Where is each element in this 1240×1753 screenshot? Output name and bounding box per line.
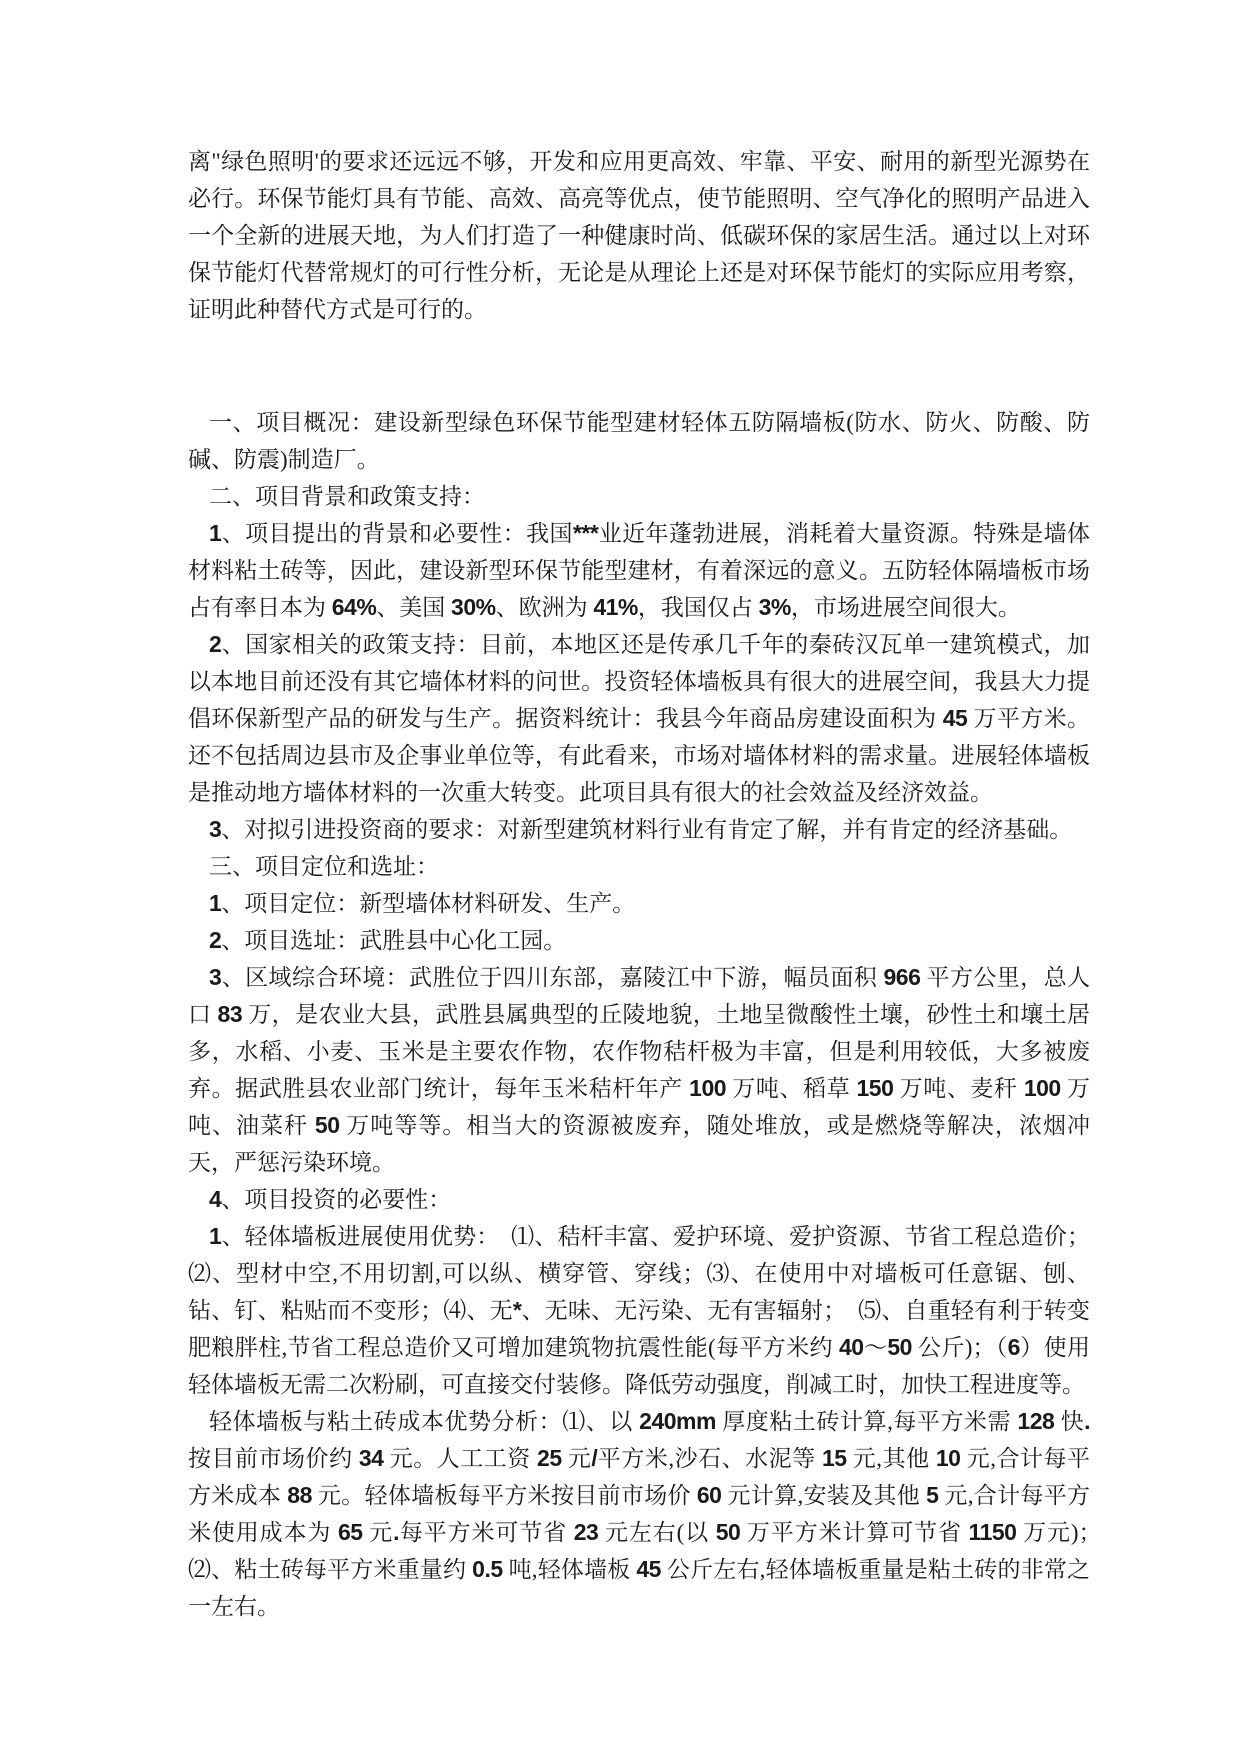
- section-3-item-1-positioning: 1、项目定位：新型墙体材料研发、生产。: [209, 890, 636, 916]
- section-2-item-3-investor-requirements: 3、对拟引进投资商的要求：对新型建筑材料行业有肯定了解，并有肯定的经济基础。: [209, 816, 1073, 842]
- section-3-item-4-investment-necessity: 4、项目投资的必要性：: [209, 1186, 452, 1212]
- section-3-heading: 三、项目定位和选址：: [209, 854, 439, 879]
- section-3-item-2-site-selection: 2、项目选址：武胜县中心化工园。: [209, 927, 567, 953]
- paragraph-wallboard-advantages: 1、轻体墙板进展使用优势： ⑴、秸杆丰富、爱护环境、爱护资源、节省工程总造价；⑵、型材中空,不用切割,可以纵、横穿管、穿线；⑶、在使用中对墙板可任意锯、刨、钻、钉、粘贴而不变形；⑷、无*、无味、无污染、无有害辐射； ⑸、自重轻有利于转变肥粮胖柱,节省工程总造价又可增加建筑物抗震性能(每平方米约 40～50 公斤)；（6）使用轻体墙板无需二次粉刷，可直接交付装修。降低劳动强度，削减工时，加快工程进度等。: [188, 1223, 1091, 1397]
- section-2-item-1-background: 1、项目提出的背景和必要性：我国***业近年蓬勃进展，消耗着大量资源。特殊是墙体材料粘土砖等，因此，建设新型环保节能型建材，有着深远的意义。五防轻体隔墙板市场占有率日本为 64%、美国 30%、欧洲为 41%，我国仅占 3%，市场进展空间很大。: [188, 520, 1091, 620]
- paragraph-gap: [188, 328, 1090, 404]
- section-2-item-2-policy-support: 2、国家相关的政策支持：目前，本地区还是传承几千年的秦砖汉瓦单一建筑模式，加以本地目前还没有其它墙体材料的问世。投资轻体墙板具有很大的进展空间，我县大力提倡环保新型产品的研发与生产。据资料统计：我县今年商品房建设面积为 45 万平方米。还不包括周边县市及企事业单位等，有此看来，市场对墙体材料的需求量。进展轻体墙板是推动地方墙体材料的一次重大转变。此项目具有很大的社会效益及经济效益。: [188, 631, 1091, 805]
- section-1-project-overview: 一、项目概况：建设新型绿色环保节能型建材轻体五防隔墙板(防水、防火、防酸、防碱、防震)制造厂。: [188, 410, 1090, 472]
- section-2-heading: 二、项目背景和政策支持：: [209, 484, 485, 509]
- section-3-item-3-regional-environment: 3、区域综合环境：武胜位于四川东部，嘉陵江中下游，幅员面积 966 平方公里，总人口 83 万，是农业大县，武胜县属典型的丘陵地貌，土地呈微酸性土壤，砂性土和壤土居多，水稻、小麦、玉米是主要农作物，农作物秸杆极为丰富，但是利用较低，大多被废弃。据武胜县农业部门统计，每年玉米秸杆年产 100 万吨、稻草 150 万吨、麦秆 100 万吨、油菜秆 50 万吨等等。相当大的资源被废弃，随处堆放，或是燃烧等解决，浓烟冲天，严惩污染环境。: [188, 964, 1091, 1175]
- paragraph-intro-green-lighting: 离"绿色照明'的要求还远远不够，开发和应用更高效、牢靠、平安、耐用的新型光源势在必行。环保节能灯具有节能、高效、高亮等优点，使节能照明、空气净化的照明产品进入一个全新的进展天地，为人们打造了一种健康时尚、低碳环保的家居生活。通过以上对环保节能灯代替常规灯的可行性分析，无论是从理论上还是对环保节能灯的实际应用考察，证明此种替代方式是可行的。: [188, 149, 1090, 322]
- document-body: [188, 143, 1114, 1625]
- paragraph-cost-analysis: 轻体墙板与粘土砖成本优势分析：⑴、以 240mm 厚度粘土砖计算,每平方米需 128 快.按目前市场价约 34 元。人工工资 25 元/平方米,沙石、水泥等 15 元,其他 10 元,合计每平方米成本 88 元。轻体墙板每平方米按目前市场价 60 元计算,安装及其他 5 元,合计每平方米使用成本为 65 元.每平方米可节省 23 元左右(以 50 万平方米计算可节省 1150 万元)； ⑵、粘土砖每平方米重量约 0.5 吨,轻体墙板 45 公斤左右,轻体墙板重量是粘土砖的非常之一左右。: [188, 1408, 1114, 1619]
